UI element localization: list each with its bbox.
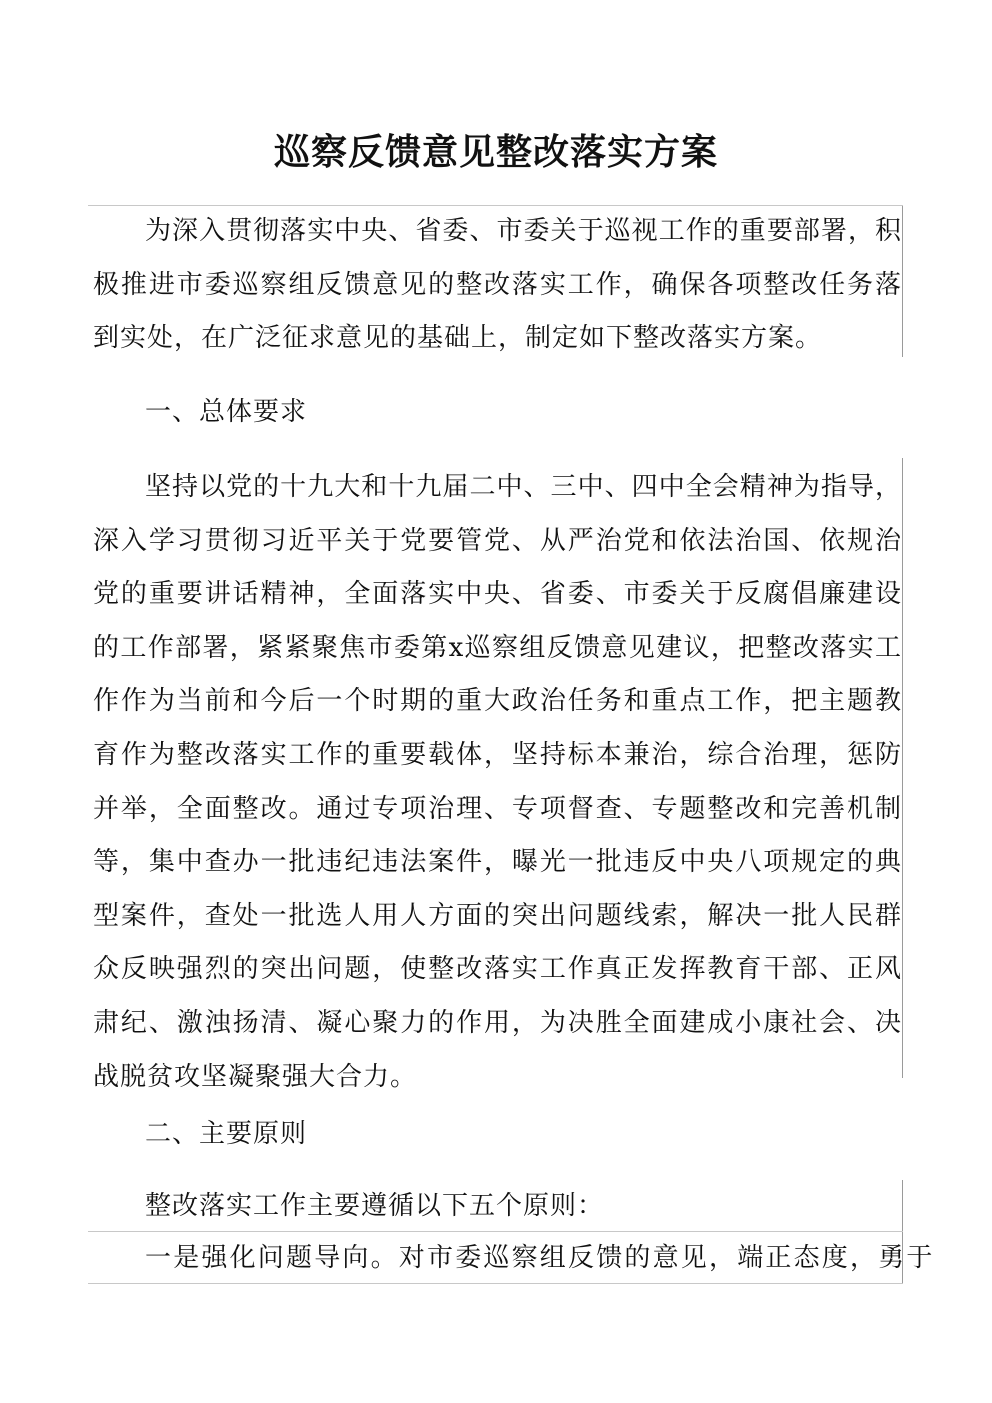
general-requirements-paragraph: 坚持以党的十九大和十九届二中、三中、四中全会精神为指导，深入学习贯彻习近平关于党要管党、从严治党和依法治国、依规治党的重要讲话精神，全面落实中央、省委、市委关于反腐倡廉建设的工作部署，紧紧聚焦市委第x巡察组反馈意见建议，把整改落实工作作为当前和今后一个时期的重大政治任务和重点工作，把主题教育作为整改落实工作的重要载体，坚持标本兼治，综合治理，惩防并举，全面整改。通过专项治理、专项督查、专题整改和完善机制等，集中查办一批违纪违法案件，曝光一批违反中央八项规定的典型案件，查处一批选人用人方面的突出问题线索，解决一批人民群众反映强烈的突出问题，使整改落实工作真正发挥教育干部、正风肃纪、激浊扬清、凝心聚力的作用，为决胜全面建成小康社会、决战脱贫攻坚凝聚强大合力。 [93,472,902,1092]
section-heading-general-requirements: 一、总体要求 [145,397,308,427]
section-heading-main-principles: 二、主要原则 [145,1119,308,1149]
table-row-divider [88,1231,903,1232]
table-border-right [902,458,903,1078]
principles-intro: 整改落实工作主要遵循以下五个原则： [145,1191,605,1221]
table-border-right [902,205,903,357]
document-title: 巡察反馈意见整改落实方案 [273,131,718,173]
table-border-bottom [88,1283,903,1284]
principle-item-1: 一是强化问题导向。对市委巡察组反馈的意见，端正态度，勇于 [145,1243,935,1273]
intro-paragraph: 为深入贯彻落实中央、省委、市委关于巡视工作的重要部署，积极推进市委巡察组反馈意见的整改落实工作，确保各项整改任务落到实处，在广泛征求意见的基础上，制定如下整改落实方案。 [93,216,902,354]
